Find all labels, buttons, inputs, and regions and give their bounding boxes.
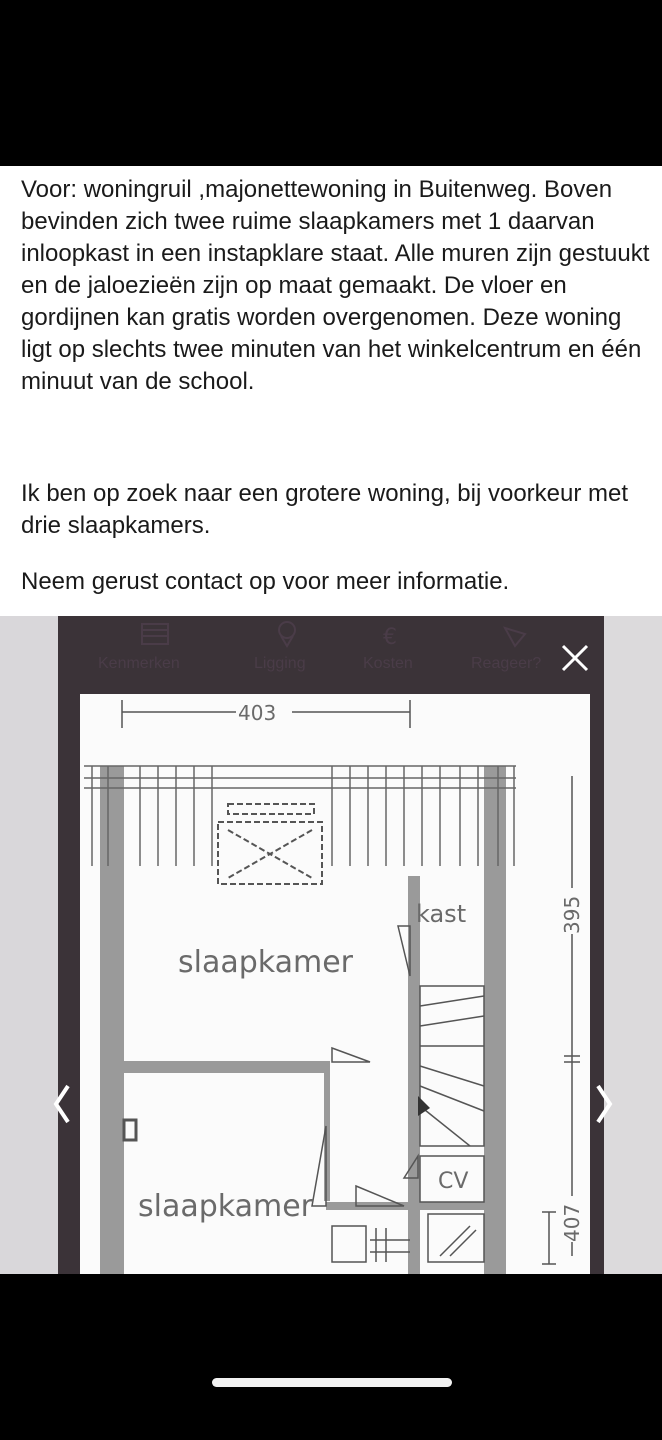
floorplan-image[interactable] bbox=[0, 616, 662, 1274]
room-label-top: slaapkamer bbox=[178, 945, 354, 980]
tab-ligging[interactable]: Ligging bbox=[254, 655, 306, 672]
svg-text:€: € bbox=[383, 625, 397, 650]
cv-label: CV bbox=[438, 1169, 469, 1194]
bottom-black-bar bbox=[0, 1274, 662, 1440]
tab-kosten[interactable]: Kosten bbox=[363, 655, 413, 672]
tab-kenmerken[interactable]: Kenmerken bbox=[98, 655, 180, 672]
home-indicator[interactable] bbox=[212, 1378, 452, 1387]
post-paragraph-3: Neem gerust contact op voor meer informatie. bbox=[21, 568, 510, 595]
post-paragraph-2: Ik ben op zoek naar een grotere woning, bij voorkeur met drie slaapkamers. bbox=[21, 480, 629, 539]
top-black-bar bbox=[0, 0, 662, 166]
dim-right-upper-label: 395 bbox=[560, 895, 584, 934]
dim-right-lower-label: 407 bbox=[560, 1203, 584, 1242]
tab-reageer[interactable]: Reageer? bbox=[471, 655, 542, 672]
dim-top-label: 403 bbox=[238, 701, 277, 725]
room-label-bottom: slaapkamer bbox=[138, 1189, 314, 1224]
post-paragraph-1: Voor: woningruil ,majonettewoning in Buitenweg. Boven bevinden zich twee ruime slaapkamers met 1 daarvan inloopkast in een instapklare staat. Alle muren zijn gestuukt en de jaloezieën zijn op maat gemaakt. De vloer en gordijnen kan gratis worden overgenomen. Deze woning ligt op slechts twee minuten van het winkelcentrum en één minuut van de school. bbox=[21, 176, 650, 395]
euro-icon bbox=[383, 625, 397, 650]
closet-label: kast bbox=[416, 900, 467, 928]
post-text bbox=[0, 166, 662, 616]
